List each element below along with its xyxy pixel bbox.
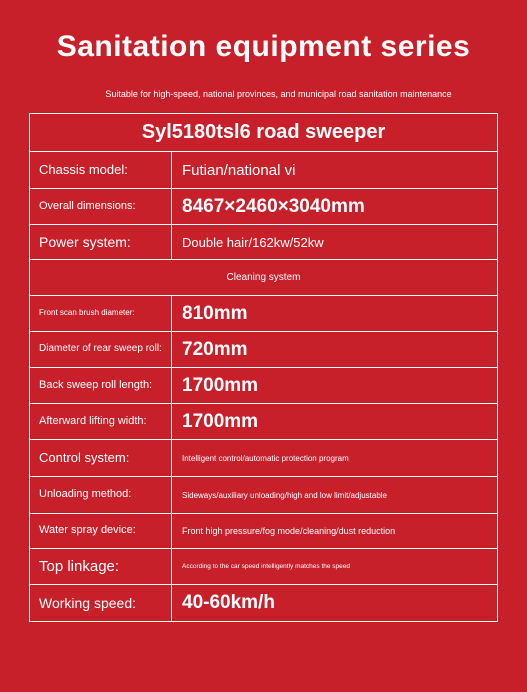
row-value: 810mm <box>182 302 248 324</box>
table-row <box>30 189 497 225</box>
row-label: Power system: <box>30 225 172 259</box>
table-row <box>30 332 497 368</box>
row-value: Intelligent control/automatic protection program <box>182 453 349 463</box>
model-name: Syl5180tsl6 road sweeper <box>141 121 386 143</box>
row-label: Back sweep roll length: <box>30 368 172 403</box>
row-value: 1700mm <box>182 374 259 396</box>
table-row <box>30 549 497 585</box>
row-label: Unloading method: <box>30 477 172 513</box>
row-label: Front scan brush diameter: <box>30 296 172 331</box>
section-heading: Cleaning system <box>226 272 301 283</box>
table-row <box>30 514 497 549</box>
row-label: Water spray device: <box>30 514 172 548</box>
row-value: Futian/national vi <box>182 161 296 179</box>
table-row <box>30 404 497 440</box>
row-label: Chassis model: <box>30 152 172 188</box>
row-value: Sideways/auxiliary unloading/high and low limit/adjustable <box>182 490 388 500</box>
page-title: Sanitation equipment series <box>56 30 471 63</box>
table-row <box>30 477 497 514</box>
row-value: Front high pressure/fog mode/cleaning/dust reduction <box>182 526 396 536</box>
row-label: Overall dimensions: <box>30 189 172 224</box>
row-value: 1700mm <box>182 410 259 432</box>
row-value: 720mm <box>182 338 248 360</box>
row-label: Afterward lifting width: <box>30 404 172 439</box>
row-value: 40-60km/h <box>182 592 275 613</box>
section-heading-row <box>30 260 497 296</box>
table-row <box>30 440 497 477</box>
row-label: Working speed: <box>30 585 172 621</box>
row-label: Control system: <box>30 440 172 476</box>
table-row <box>30 225 497 260</box>
row-value: 8467×2460×3040mm <box>182 195 365 217</box>
table-row <box>30 585 497 621</box>
row-value: Double hair/162kw/52kw <box>182 234 324 250</box>
table-row <box>30 296 497 332</box>
table-heading-row <box>30 114 497 152</box>
spec-table <box>29 113 498 622</box>
page-subtitle: Suitable for high-speed, national provinces, and municipal road sanitation maintenance <box>105 89 452 99</box>
table-row <box>30 368 497 404</box>
row-label: Top linkage: <box>30 549 172 584</box>
row-value: According to the car speed intelligently matches the speed <box>182 563 351 570</box>
table-row <box>30 152 497 189</box>
row-label: Diameter of rear sweep roll: <box>30 332 172 367</box>
